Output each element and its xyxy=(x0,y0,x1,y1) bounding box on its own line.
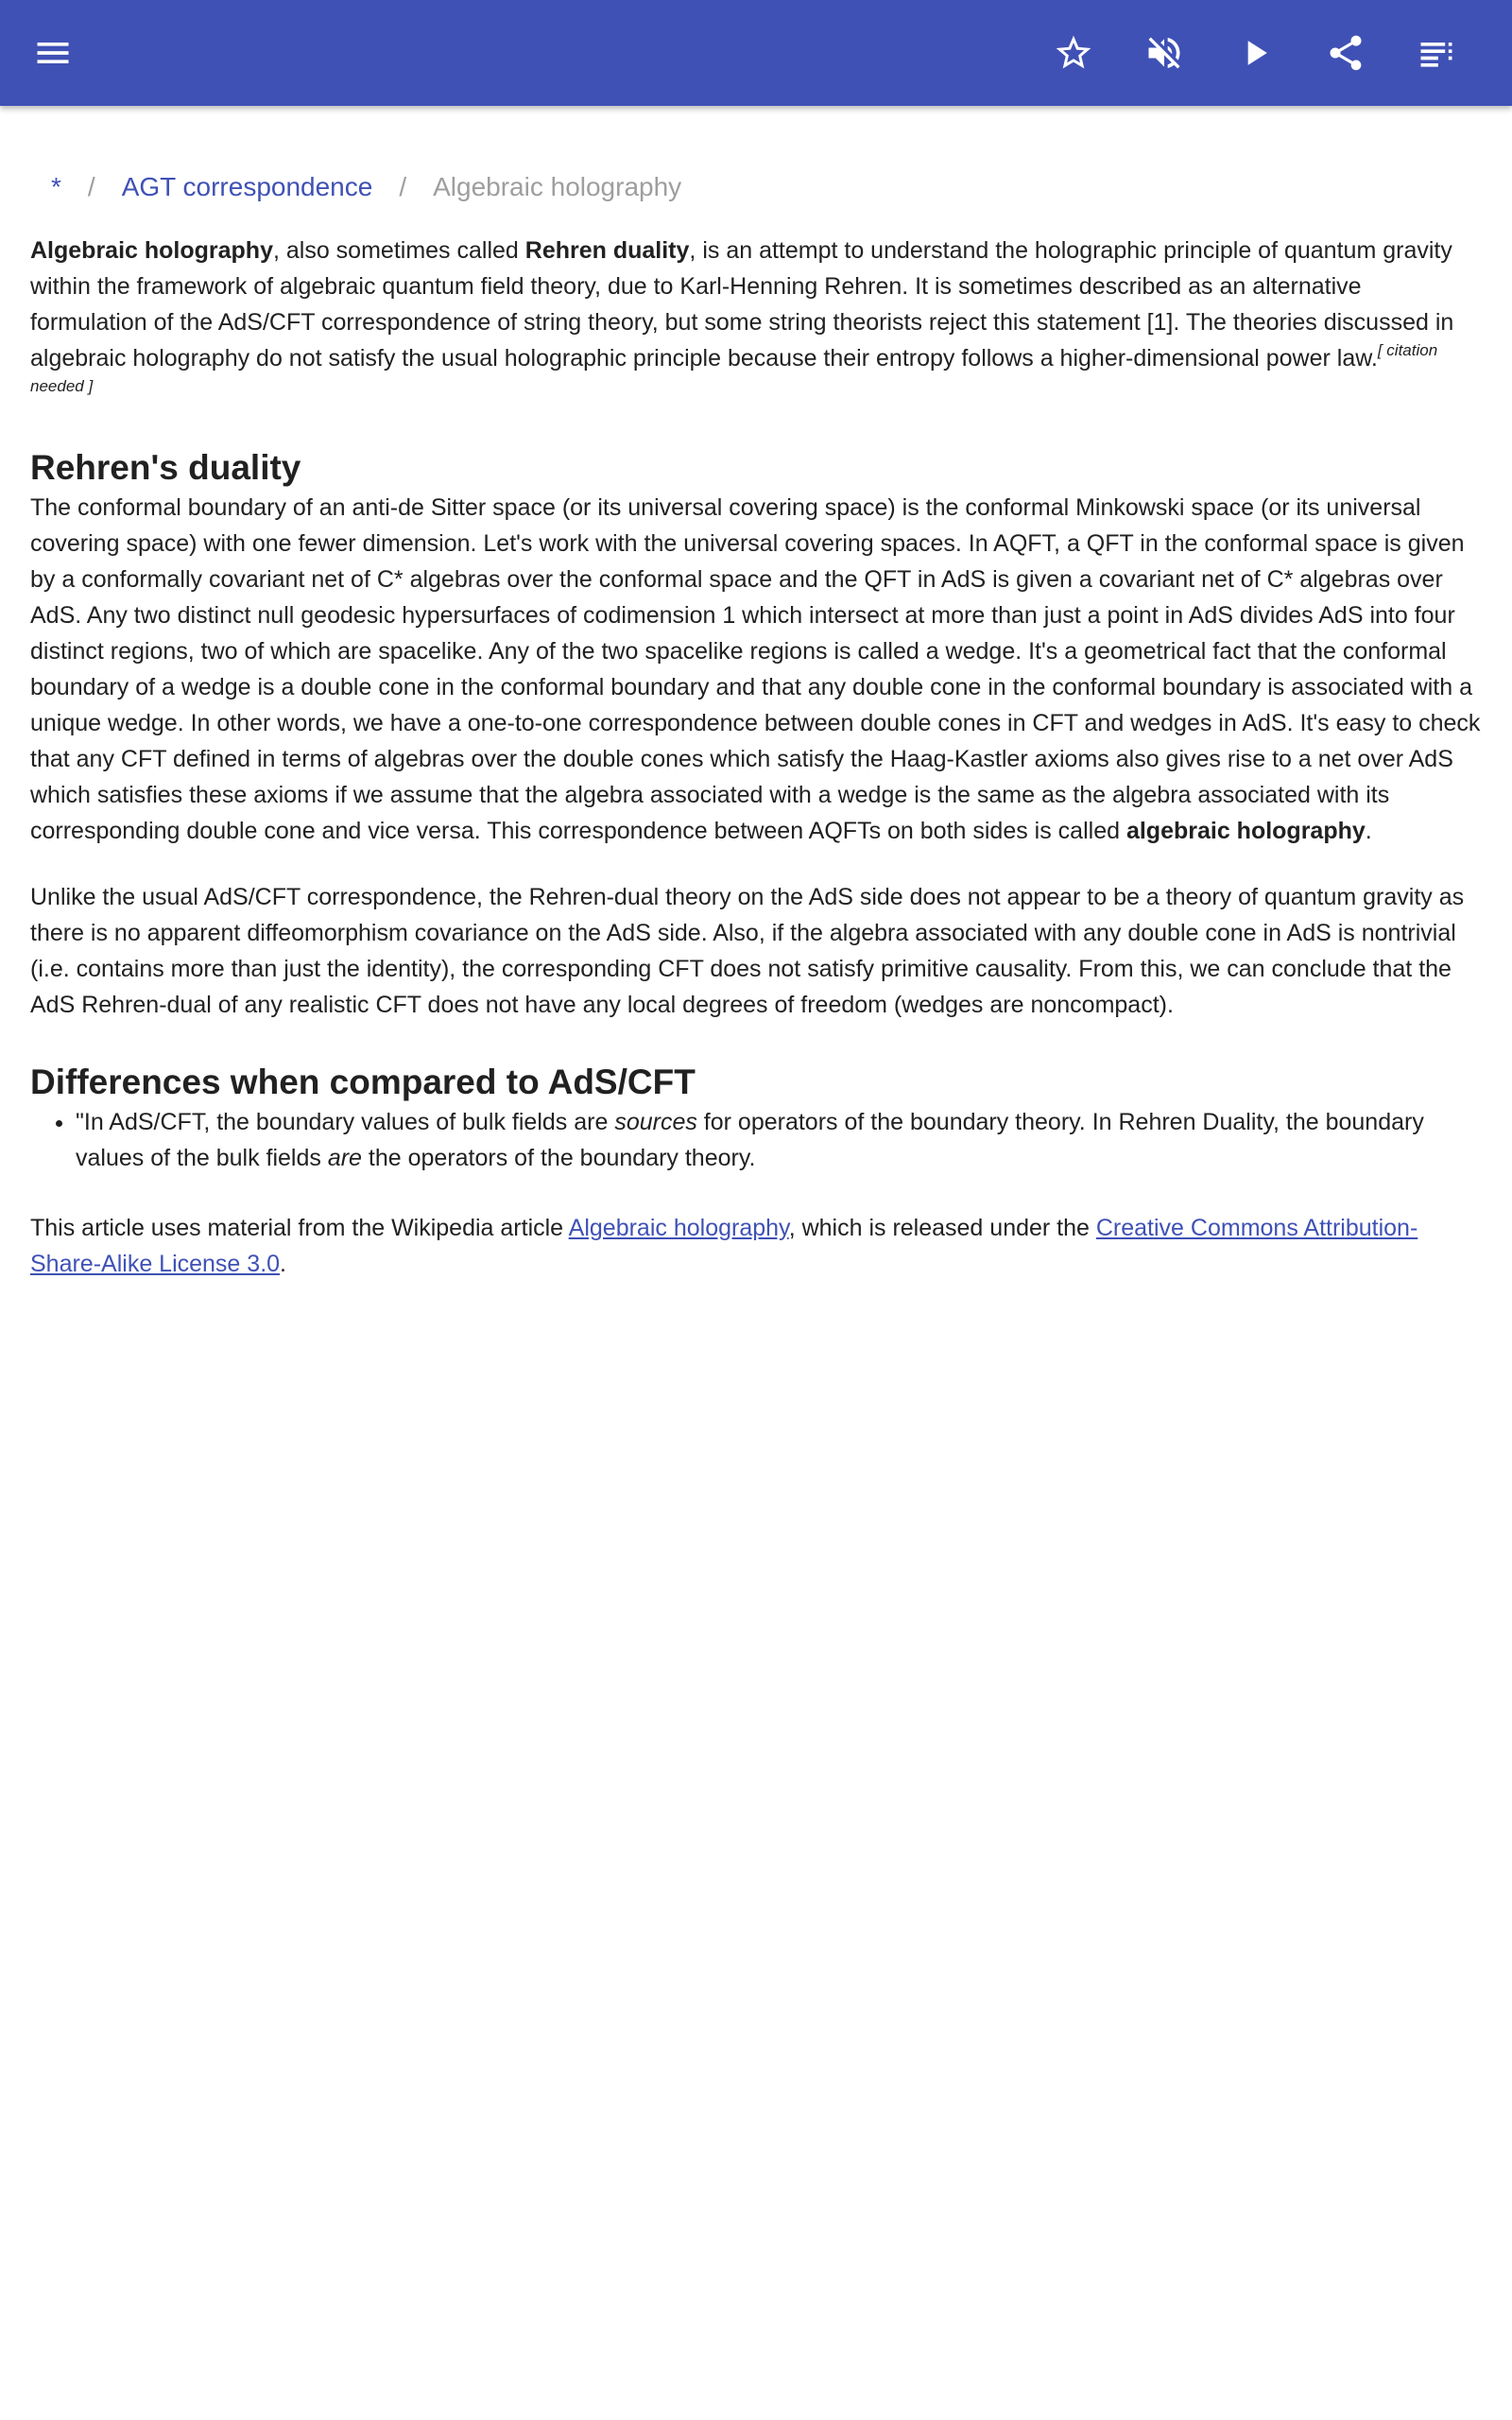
intro-text-2: , is an attempt to understand the holographic principle of quantum gravity within the framework of algebraic quantum field theory, due to Karl-Henning Rehren. It is sometimes described as an alternative formulation of the AdS/CFT correspondence of string theory, but some string theorists reject this statement [1]. The theories discussed in algebraic holography do not satisfy the usual holographic principle because their entropy follows a higher-dimensional power law. xyxy=(30,237,1454,372)
section-heading-differences: Differences when compared to AdS/CFT xyxy=(30,1063,696,1101)
cite-bracket-open: [ xyxy=(1377,340,1387,359)
diff-item-em-are: are xyxy=(327,1145,362,1171)
attribution-text-1: This article uses material from the Wikipedia article xyxy=(30,1215,569,1241)
cite-bracket-close: ] xyxy=(83,376,94,395)
intro-alt-term: Rehren duality xyxy=(524,237,690,264)
diff-item-text-c: the operators of the boundary theory. xyxy=(361,1145,756,1171)
play-button[interactable] xyxy=(1225,23,1285,83)
app-bar xyxy=(0,0,1512,106)
breadcrumb-separator: / xyxy=(87,172,95,201)
menu-icon xyxy=(32,32,74,74)
cite-text: citation needed xyxy=(30,340,1438,395)
star-outline-icon xyxy=(1053,32,1094,74)
menu-button[interactable] xyxy=(23,23,83,83)
intro-text-1: , also sometimes called xyxy=(272,237,525,264)
article-content xyxy=(30,106,1482,1282)
rehren-p1-bold: algebraic holography xyxy=(1125,818,1366,844)
breadcrumb-current: Algebraic holography xyxy=(433,172,682,201)
share-icon xyxy=(1325,32,1366,74)
volume-off-icon xyxy=(1143,32,1185,74)
list-item xyxy=(76,1104,1482,1176)
attribution-text-2: , which is released under the xyxy=(788,1215,1096,1241)
breadcrumb-root-link[interactable]: * xyxy=(51,172,61,201)
attribution-paragraph xyxy=(30,1210,1482,1282)
breadcrumb-separator: / xyxy=(399,172,407,201)
contents-button[interactable] xyxy=(1406,23,1467,83)
breadcrumb-parent-link[interactable]: AGT correspondence xyxy=(121,172,373,201)
diff-item-em-sources: sources xyxy=(614,1109,697,1135)
wikipedia-article-link[interactable]: Algebraic holography xyxy=(568,1215,789,1241)
attribution-text-3: . xyxy=(280,1251,286,1277)
play-icon xyxy=(1234,32,1276,74)
breadcrumb xyxy=(30,168,1482,206)
playlist-icon xyxy=(1416,32,1457,74)
rehren-p1-text: The conformal boundary of an anti-de Sitter space (or its universal covering space) is the conformal Minkowski space (or its universal covering space) with one fewer dimension. Let's work with the universal covering spaces. In AQFT, a QFT in the conformal space is given by a conformally covariant net of C* algebras over the conformal space and the QFT in AdS is given a covariant net of C* algebras over AdS. Any two distinct null geodesic hypersurfaces of codimension 1 which intersect at more than just a point in AdS divides AdS into four distinct regions, two of which are spacelike. Any of the two spacelike regions is called a wedge. It's a geometrical fact that the conformal boundary of a wedge is a double cone in the conformal boundary and that any double cone in the conformal boundary is associated with a unique wedge. In other words, we have a one-to-one correspondence between double cones in CFT and wedges in AdS. It's easy to check that any CFT defined in terms of algebras over the double cones which satisfy the Haag-Kastler axioms also gives rise to a net over AdS which satisfies these axioms if we assume that the algebra associated with a wedge is the same as the algebra associated with its corresponding double cone and vice versa. This correspondence between AQFTs on both sides is called xyxy=(30,494,1481,844)
favorite-button[interactable] xyxy=(1043,23,1104,83)
diff-item-text-b: for operators of the boundary theory. In Rehren Duality, the boundary values of the bulk fields xyxy=(76,1109,1424,1171)
license-link[interactable]: Creative Commons Attribution-Share-Alike License 3.0 xyxy=(30,1215,1418,1277)
intro-term: Algebraic holography xyxy=(30,237,273,264)
rehren-paragraph-1 xyxy=(30,490,1482,849)
rehren-p1-end: . xyxy=(1365,818,1372,844)
rehren-paragraph-2: Unlike the usual AdS/CFT correspondence, the Rehren-dual theory on the AdS side does not appear to be a theory of quantum gravity as there is no apparent diffeomorphism covariance on the AdS side. Also, if the algebra associated with any double cone in AdS is nontrivial (i.e. contains more than just the identity), the corresponding CFT does not satisfy primitive causality. From this, we can conclude that the AdS Rehren-dual of any realistic CFT does not have any local degrees of freedom (wedges are noncompact). xyxy=(30,884,1465,1018)
differences-list xyxy=(30,1104,1482,1176)
mute-button[interactable] xyxy=(1134,23,1194,83)
intro-paragraph xyxy=(30,233,1482,412)
share-button[interactable] xyxy=(1315,23,1376,83)
section-heading-rehren: Rehren's duality xyxy=(30,448,301,487)
diff-item-text-a: "In AdS/CFT, the boundary values of bulk fields are xyxy=(76,1109,615,1135)
